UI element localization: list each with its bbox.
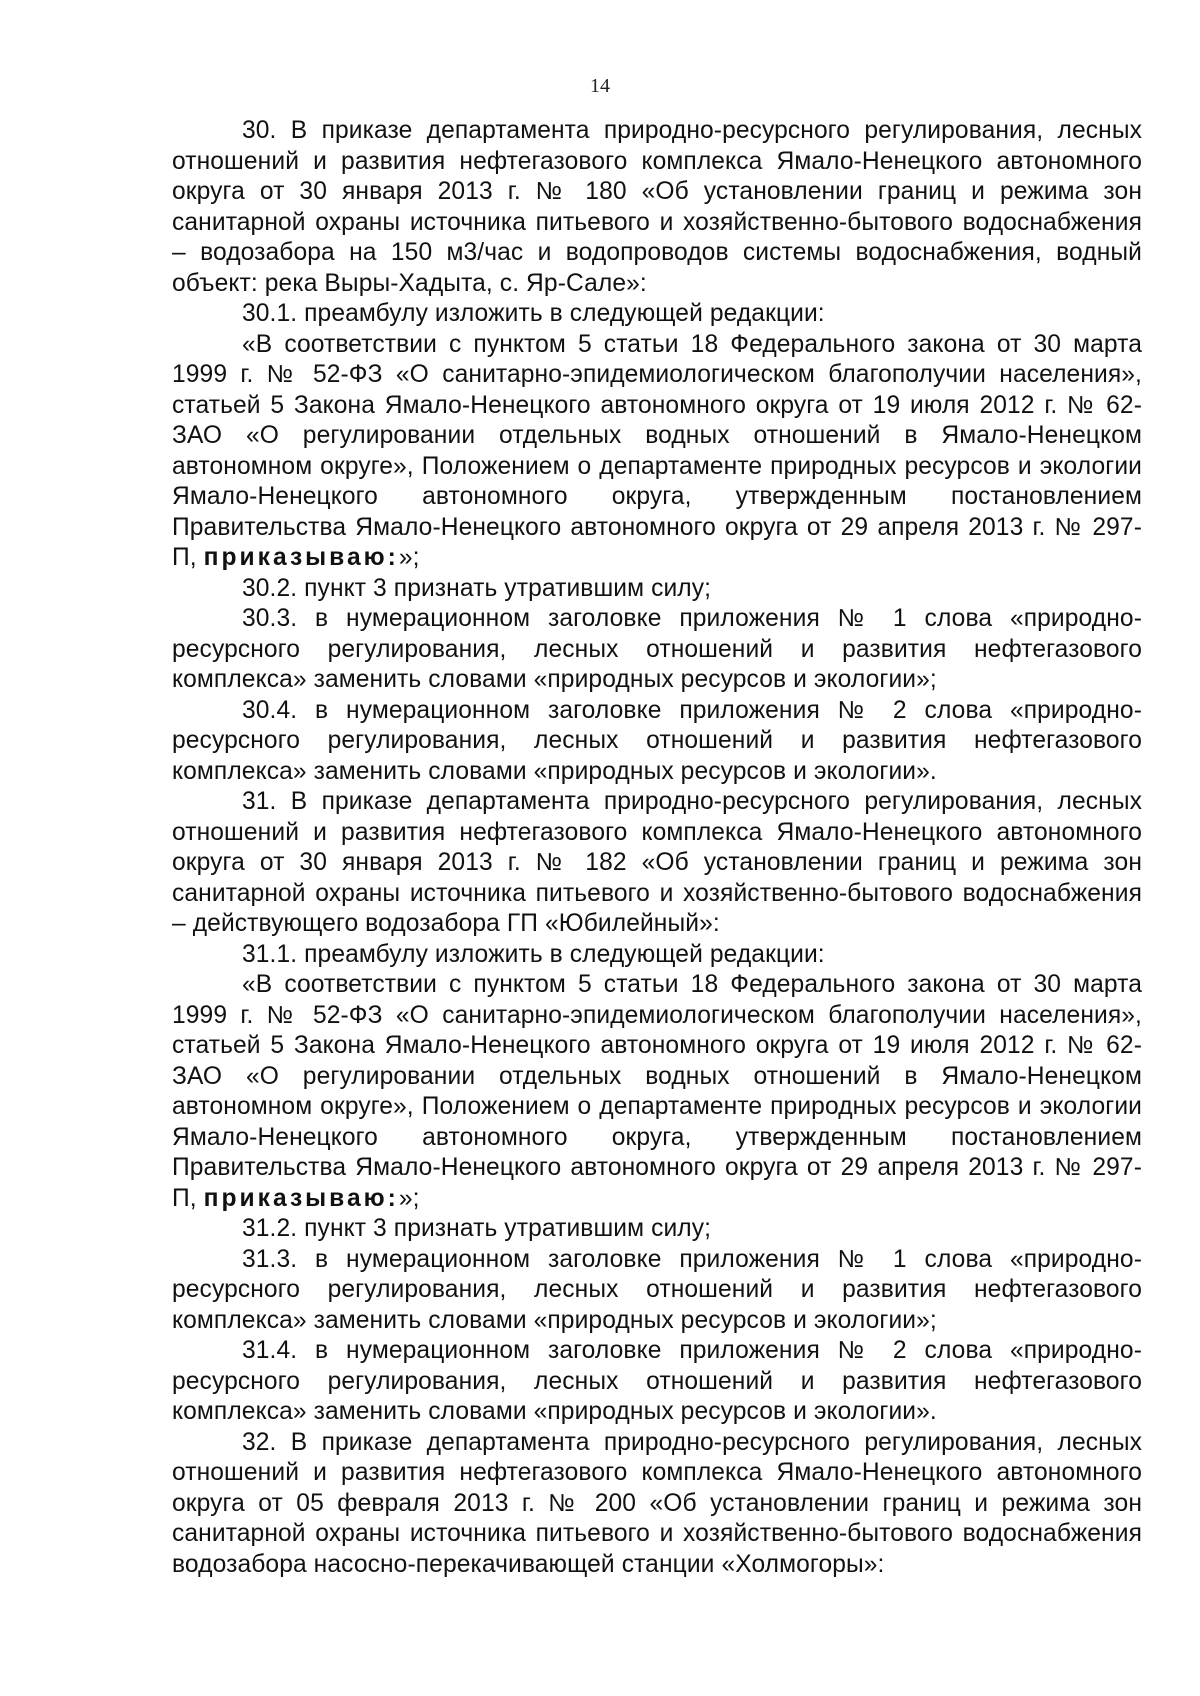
preamble-end: »; <box>398 544 420 571</box>
preamble-end: »; <box>398 1184 420 1212</box>
page-number: 14 <box>590 75 610 97</box>
paragraph-30-4: 30.4. в нумерационном заголовке приложения № 2 слова «природно-ресурсного регулирования, лесных отношений и развития нефтегазового комплекса» заменить словами «природных ресурсов и экологии». <box>172 696 1142 785</box>
paragraph-31-preamble <box>172 970 1142 1214</box>
paragraph-31: 31. В приказе департамента природно-ресурсного регулирования, лесных отношений и развития нефтегазового комплекса Ямало-Ненецкого автономного округа от 30 января 2013 г. № 182 «Об установлении границ и режима зон санитарной охраны источника питьевого и хозяйственно-бытового водоснабжения – действующего водозабора ГП «Юбилейный»: <box>172 788 1142 937</box>
paragraph-31-4: 31.4. в нумерационном заголовке приложения № 2 слова «природно-ресурсного регулирования, лесных отношений и развития нефтегазового комплекса» заменить словами «природных ресурсов и экологии». <box>172 1337 1142 1425</box>
preamble-text: «В соответствии с пунктом 5 статьи 18 Федерального закона от 30 марта 1999 г. № 52-ФЗ «О санитарно-эпидемиологическом благополучии населения», статьей 5 Закона Ямало-Ненецкого автономного округа от 19 июля 2012 г. № 62-ЗАО «О регулировании отдельных водных отношений в Ямало-Ненецком автономном округе», Положением о департаменте природных ресурсов и экологии Ямало-Ненецкого автономного округа, утвержденным постановлением Правительства Ямало-Ненецкого автономного округа от 29 апреля 2013 г. № 297-П, <box>172 330 1142 571</box>
paragraph-31-3: 31.3. в нумерационном заголовке приложения № 1 слова «природно-ресурсного регулирования, лесных отношений и развития нефтегазового комплекса» заменить словами «природных ресурсов и экологии»; <box>172 1245 1142 1334</box>
paragraph-31-2: 31.2. пункт 3 признать утратившим силу; <box>242 1215 712 1242</box>
paragraph-31-1: 31.1. преамбулу изложить в следующей редакции: <box>242 940 825 968</box>
preamble-text: «В соответствии с пунктом 5 статьи 18 Федерального закона от 30 марта 1999 г. № 52-ФЗ «О санитарно-эпидемиологическом благополучии населения», статьей 5 Закона Ямало-Ненецкого автономного округа от 19 июля 2012 г. № 62-ЗАО «О регулировании отдельных водных отношений в Ямало-Ненецком автономном округе», Положением о департаменте природных ресурсов и экологии Ямало-Ненецкого автономного округа, утвержденным постановлением Правительства Ямало-Ненецкого автономного округа от 29 апреля 2013 г. № 297-П, <box>172 971 1142 1212</box>
paragraph-30: 30. В приказе департамента природно-ресурсного регулирования, лесных отношений и развития нефтегазового комплекса Ямало-Ненецкого автономного округа от 30 января 2013 г. № 180 «Об установлении границ и режима зон санитарной охраны источника питьевого и хозяйственно-бытового водоснабжения – водозабора на 150 м3/час и водопроводов системы водоснабжения, водный объект: река Выры-Хадыта, с. Яр-Сале»: <box>172 117 1142 297</box>
paragraph-30-preamble <box>172 330 1142 574</box>
document-body <box>172 116 1142 1580</box>
order-word: приказываю: <box>203 1184 399 1212</box>
paragraph-30-2: 30.2. пункт 3 признать утратившим силу; <box>242 574 712 602</box>
paragraph-30-1: 30.1. преамбулу изложить в следующей редакции: <box>242 300 825 327</box>
paragraph-32: 32. В приказе департамента природно-ресурсного регулирования, лесных отношений и развития нефтегазового комплекса Ямало-Ненецкого автономного округа от 05 февраля 2013 г. № 200 «Об установлении границ и режима зон санитарной охраны источника питьевого и хозяйственно-бытового водоснабжения водозабора насосно-перекачивающей станции «Холмогоры»: <box>172 1428 1142 1578</box>
order-word: приказываю: <box>203 544 399 571</box>
paragraph-30-3: 30.3. в нумерационном заголовке приложения № 1 слова «природно-ресурсного регулирования, лесных отношений и развития нефтегазового комплекса» заменить словами «природных ресурсов и экологии»; <box>172 605 1142 693</box>
